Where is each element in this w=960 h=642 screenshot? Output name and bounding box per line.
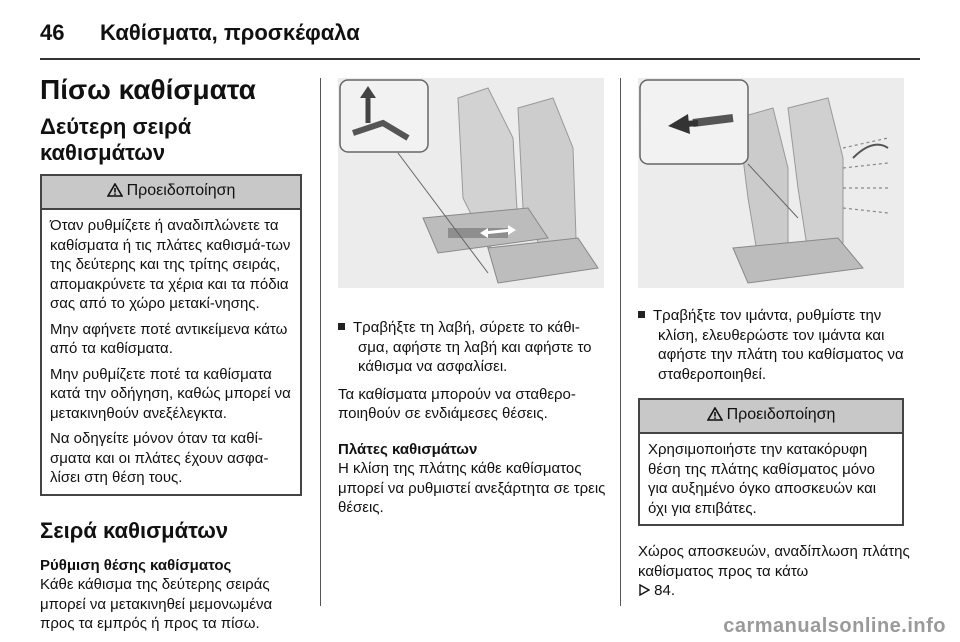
warning-box [40, 174, 302, 496]
column-divider-2 [620, 78, 621, 606]
page-header-title: Καθίσματα, προσκέφαλα [100, 20, 360, 45]
column-divider-1 [320, 78, 321, 606]
warning-body [42, 210, 300, 494]
section-title: Πίσω καθίσματα [40, 74, 256, 105]
bullet-text: Τραβήξτε τον ιμάντα, ρυθμίστε την κλίση, ελευθερώστε τον ιμάντα και αφήστε την πλάτη του καθίσματος να σταθεροποιηθεί. [653, 307, 904, 383]
row-title: Σειρά καθισμάτων [40, 517, 229, 543]
reference-arrow-icon [638, 582, 654, 599]
paragraph: Χώρος αποσκευών, αναδίπλωση πλάτης καθίσματος προς τα κάτω [638, 543, 910, 580]
warning-triangle-icon [707, 407, 723, 426]
header-rule [40, 58, 920, 60]
warning-triangle-icon [107, 183, 123, 202]
warning-header [640, 400, 902, 434]
column-2 [338, 318, 610, 518]
warning-paragraph: Μην ρυθμίζετε ποτέ τα καθίσματα κατά την οδήγηση, καθώς μπορεί να μετακινηθούν ανεξέλεγκτα. [50, 365, 291, 422]
watermark: carmanualsonline.info [723, 615, 946, 637]
bullet-marker [638, 311, 645, 318]
cross-reference[interactable] [638, 581, 910, 601]
warning-body [640, 434, 902, 524]
column-3 [638, 306, 910, 601]
position-text: Κάθε κάθισμα της δεύτερης σειράς μπορεί να μετακινηθεί μεμονωμένα προς τα εμπρός ή προς τα πίσω. [40, 576, 273, 632]
backrest-text: Η κλίση της πλάτης κάθε καθίσματος μπορεί να ρυθμιστεί ανεξάρτητα σε τρεις θέσεις. [338, 460, 606, 516]
position-heading: Ρύθμιση θέσης καθίσματος [40, 556, 232, 574]
warning-header [42, 176, 300, 210]
bullet-item [338, 318, 610, 377]
paragraph: Τα καθίσματα μπορούν να σταθερο-ποιηθούν σε ενδιάμεσες θέσεις. [338, 385, 576, 422]
page-number: 46 [40, 20, 65, 45]
warning-paragraph: Όταν ρυθμίζετε ή αναδιπλώνετε τα καθίσματα ή τις πλάτες καθισμά-των της δεύτερης και της τρίτης σειράς, απομακρύνετε τα χέρια και τα πόδια σας από το χώρο μετακί-νησης. [50, 217, 291, 312]
warning-paragraph: Να οδηγείτε μόνον όταν τα καθί-σματα και οι πλάτες έχουν ασφα-λίσει στη θέση τους. [50, 430, 269, 486]
seat-slide-illustration [338, 78, 604, 288]
backrest-heading: Πλάτες καθισμάτων [338, 440, 478, 458]
warning-paragraph: Μην αφήνετε ποτέ αντικείμενα κάτω από τα καθίσματα. [50, 320, 288, 357]
bullet-text: Τραβήξτε τη λαβή, σύρετε το κάθι-σμα, αφήστε τη λαβή και αφήστε το κάθισμα να ασφαλίσει. [353, 319, 592, 375]
reference-page[interactable]: 84. [654, 582, 676, 599]
bullet-marker [338, 323, 345, 330]
warning-paragraph: Χρησιμοποιήστε την κατακόρυφη θέση της πλάτης καθίσματος μόνο για αυξημένο όγκο αποσκευών και όχι για επιβάτες. [648, 441, 877, 517]
column-1 [40, 74, 310, 634]
warning-title: Προειδοποίηση [726, 406, 836, 423]
bullet-item [638, 306, 910, 384]
warning-title: Προειδοποίηση [126, 182, 236, 199]
backrest-illustration [638, 78, 904, 288]
warning-box [638, 398, 904, 526]
subsection-title: Δεύτερη σειρά καθισμάτων [40, 114, 192, 165]
